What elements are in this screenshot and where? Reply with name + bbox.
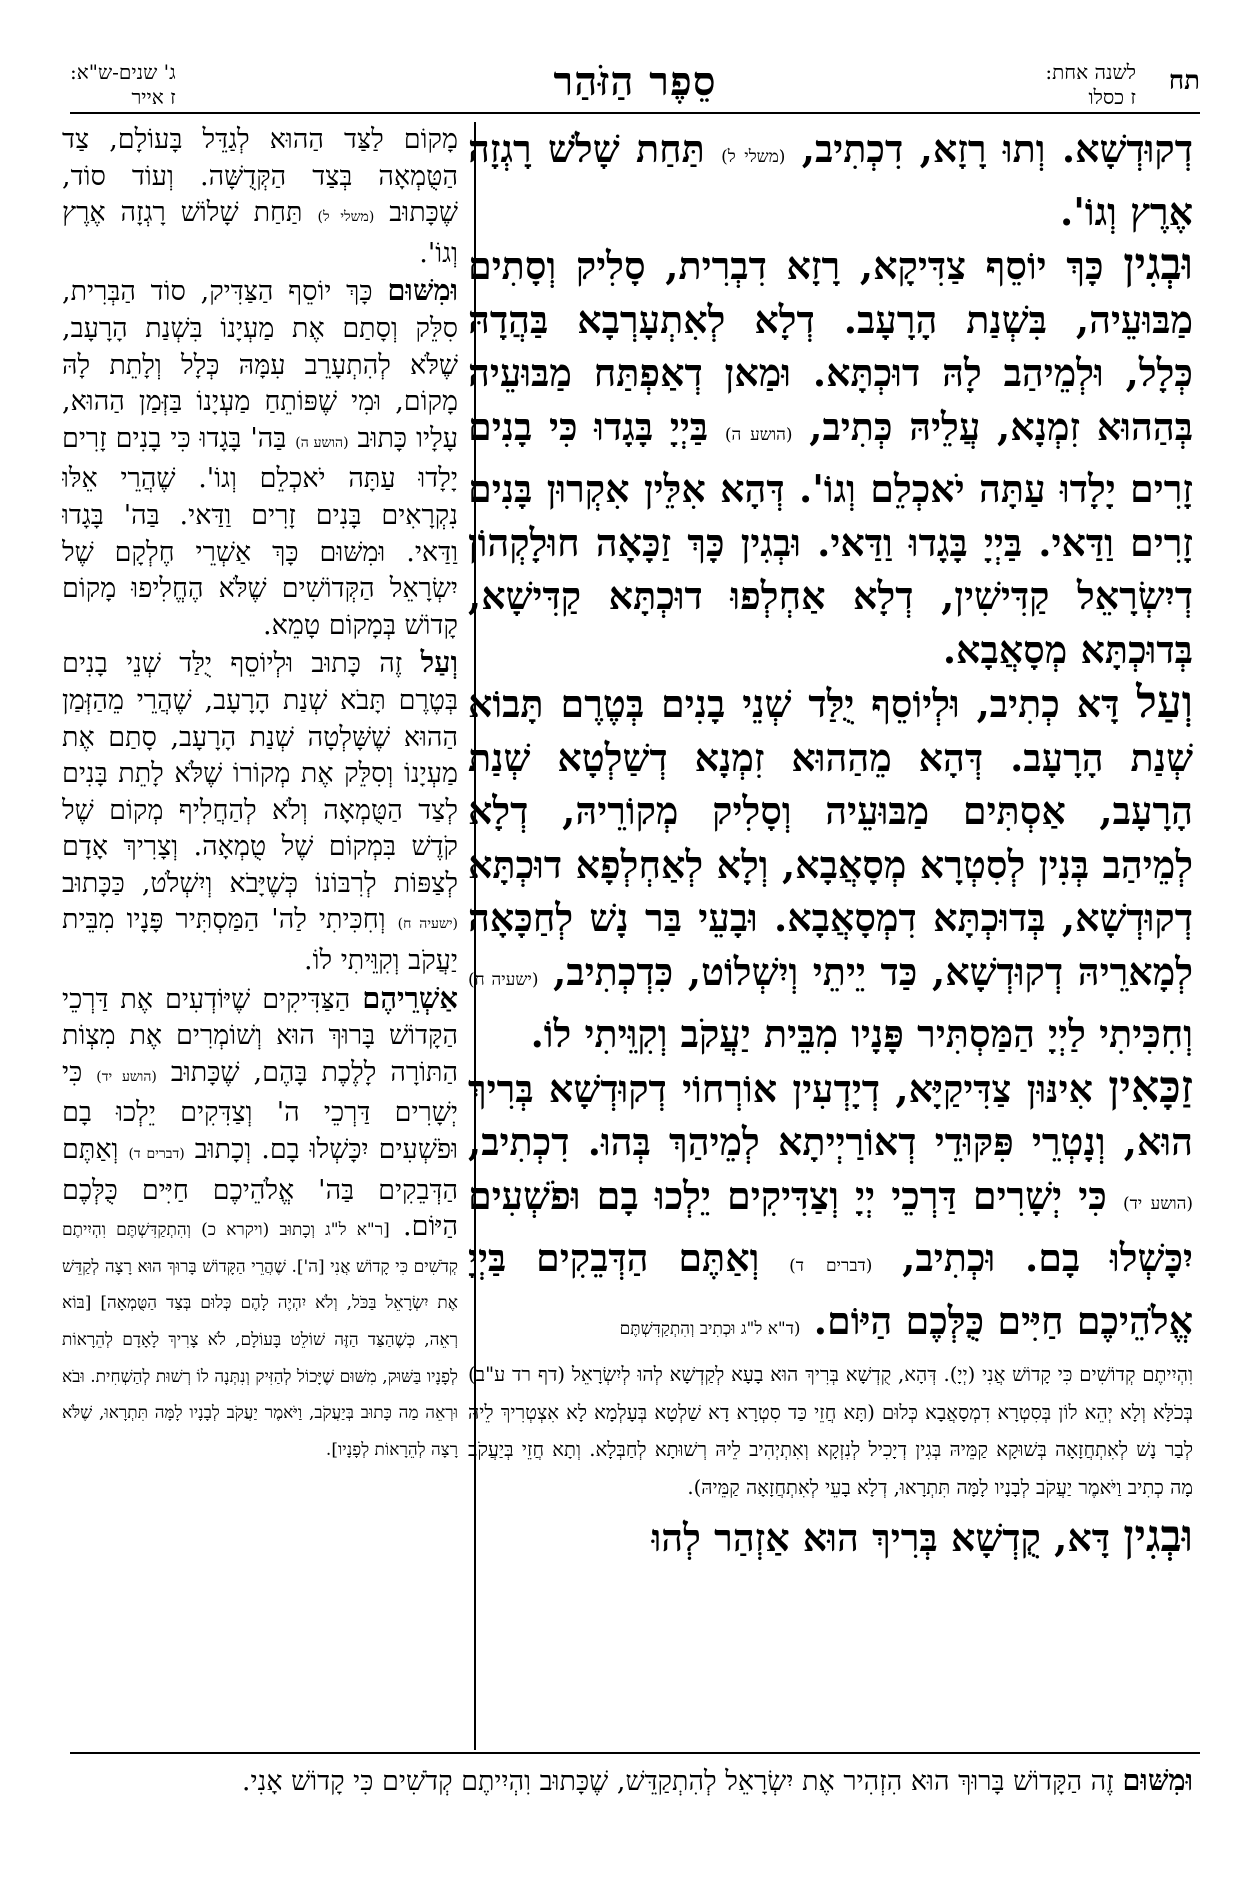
main-paragraph-text: תַּחַת שָׁלֹשׁ רָגְזָה אֶרֶץ וְגוֹ'. [468, 126, 1193, 234]
paragraph-lead-word: וּבְגִין [1123, 239, 1193, 290]
main-paragraph-text: דְקוּדְשָׁא. וְתוּ רָזָא, דִכְתִיב, [785, 126, 1193, 171]
verse-citation: (הושע יד) [96, 1068, 157, 1085]
paragraph-lead-word: וְעַל [1136, 677, 1193, 728]
footer-rule [70, 1752, 1200, 1754]
header-rule [70, 112, 1200, 114]
book-title: סֵפֶר הַזֹּהַר [553, 58, 717, 105]
main-paragraph [468, 238, 1193, 676]
translation-column [62, 122, 458, 1752]
main-paragraph [468, 676, 1193, 1061]
footer-line [53, 1760, 1193, 1802]
schedule-one-year-label: לשנה אחת: [1045, 60, 1136, 84]
translation-paragraph [62, 644, 458, 979]
verse-citation: (ישעיה ח) [397, 916, 458, 933]
main-text-column [468, 122, 1193, 1742]
footer-text: זֶה הַקָּדוֹשׁ בָּרוּךְ הוּא הִזְהִיר אֶת יִשְׂרָאֵל לְהִתְקַדֵּשׁ, שֶׁכָּתוּב וִהְיִיתֶם קְדֹשִׁים כִּי קָדוֹשׁ אָנִי. [241, 1766, 1123, 1797]
page-number: תח [1168, 66, 1200, 96]
column-divider [474, 122, 476, 1750]
verse-citation: (דברים ד) [789, 1256, 873, 1276]
verse-citation: (הושע ה) [295, 434, 349, 451]
verse-citation: (משלי ל) [721, 147, 786, 167]
paragraph-lead-word: אַשְׁרֵיהֶם [362, 980, 458, 1015]
translation-text: בַּה' בָּגָדוּ כִּי בָנִים זָרִים יָלָדוּ עַתָּה יֹאכְלֵם וְגוֹ'. שֶׁהֲרֵי אֵלּוּ נִקְרָאִים בָּנִים זָרִים וַדַּאי. בַּה' בָּגָדוּ וַדַּאי. וּמִשּׁוּם כָּךְ אַשְׁרֵי חֶלְקָם שֶׁל יִשְׂרָאֵל הַקְּדוֹשִׁים שֶׁלֹּא הֶחֱלִיפוּ מָקוֹם קָדוֹשׁ בְּמָקוֹם טָמֵא. [62, 422, 458, 641]
variant-note: וִהְיִיתֶם קְדוֹשִׁים כִּי קָדוֹשׁ אֲנִי (יְיָ). דְּהָא, קֻדְשָׁא בְּרִיךְ הוּא בָעָא לְקַדְשָׁא לְהוּ לְיִשְׂרָאֵל (דף רד ע"ב) בְּכֹלָּא וְלָא יְהֵא לוֹן בְּסִטְרָא דִמְסָאֲבָא כְּלוּם (תָּא חֲזֵי כַּד סִטְרָא דָא שַׁלְטָא בְּעָלְמָא לָא אִצְטְרִיךְ לֵיהּ לְבַר נָשׁ לְאִתְחֲזָאָה בְּשׁוּקָא קַמֵּיהּ בְּגִין דְיָכִיל לְנִזְקָא וְאִתְיְהִיב לֵיהּ רְשׁוּתָא לְחַבְּלָא. וְתָא חֲזֵי בְּיַעֲקֹב מָה כְתִיב וַיֹּאמֶר יַעֲקֹב לְבָנָיו לָמָּה תִּתְרָאוּ, דְלָא בָעֵי לְאִתְחֲזָאָה קַמֵּיהּ). [468, 1363, 1193, 1499]
translation-text: וְאַתֶּם הַדְּבֵקִים בַּה' אֱלֹהֵיכֶם חַיִּים כֻּלְּכֶם הַיּוֹם. [62, 1134, 458, 1243]
verse-citation: (הושע ה) [724, 424, 793, 445]
translation-text: הַצַּדִּיקִים שֶׁיּוֹדְעִים אֶת דַּרְכֵי הַקָּדוֹשׁ בָּרוּךְ הוּא וְשׁוֹמְרִים אֶת מִצְוֹת הַתּוֹרָה לָלֶכֶת בָּהֶם, שֶׁכָּתוּב [62, 983, 458, 1088]
main-paragraph [468, 122, 1193, 238]
schedule-three-years-date: ז אייר [131, 85, 176, 109]
main-paragraph-text: וְחִכִּיתִי לַיְיָ הַמַּסְתִּיר פָּנָיו מִבֵּית יַעֲקֹב וְקִוֵּיתִי לוֹ. [530, 1011, 1193, 1056]
translation-paragraph [62, 122, 458, 272]
translation-text: מָקוֹם לַצַּד הַהוּא לְגַדֵּל בָּעוֹלָם, צַד הַטֻּמְאָה בְּצַד הַקְּדֻשָּׁה. וְעוֹד סוֹד, שֶׁכָּתוּב [62, 124, 458, 229]
translation-paragraph [62, 272, 458, 644]
main-paragraph-text: כִּי יְשָׁרִים דַּרְכֵי יְיָ וְצַדִּיקִים יֵלְכוּ בָם וּפֹשְׁעִים יִכָּשְׁלוּ בָם. וּכְתִיב, [468, 1172, 1193, 1280]
main-paragraph [468, 1061, 1193, 1357]
schedule-one-year-date: ז כסלו [1088, 85, 1136, 109]
main-paragraph-text: דָּא, קֻדְשָׁא בְּרִיךְ הוּא אַזְהַר לְהוּ [651, 1515, 1124, 1560]
paragraph-lead-word: וּמִשּׁוּם [387, 273, 458, 308]
main-paragraph-text: כָּךְ יוֹסֵף צַדִּיקָא, רָזָא דִבְרִית, סָלִיק וְסָתִים מַבּוּעֵיה, בִּשְׁנַת הָרָעָב. דְלָא לְאִתְעָרְבָא בַּהֲדָהּ כְּלָל, וּלְמֵיהַב לָהּ דוּכְתָּא. וּמַאן דְאַפְתַּח מַבּוּעֵיה בְּהַהוּא זִמְנָא, עֲלֵיהּ כְּתִיב, [468, 243, 1193, 449]
translation-text: וְחִכִּיתִי לַה' הַמַּסְתִּיר פָּנָיו מִבֵּית יַעֲקֹב וְקִוֵּיתִי לוֹ. [62, 904, 458, 977]
main-paragraph-text: אִינּוּן צַדִּיקַיָּא, דְיָדְעִין אוֹרְחוֹי דְקוּדְשָׁא בְּרִיךְ הוּא, וְנָטְרֵי פִּקּוּדֵי דְאוֹרַיְיתָא לְמֵיהַךְ בְּהוּ. דִכְתִיב, [468, 1065, 1193, 1164]
main-paragraph-text: דָּא כְתִיב, וּלְיוֹסֵף יֻלַּד שְׁנֵי בָנִים בְּטֶרֶם תָּבוֹא שְׁנַת הָרָעָב. דְּהָא מֵהַהוּא זִמְנָא דְשַׁלְטָא שְׁנַת הָרָעָב, אַסְתִּים מַבּוּעֵיה וְסָלִיק מְקוֹרֵיהּ, דְלָא לְמֵיהַב בְּנִין לְסִטְרָא מְסָאֲבָא, וְלָא לְאַחְלְפָא דוּכְתָּא דְקוּדְשָׁא, בְּדוּכְתָּא דִמְסָאֲבָא. וּבָעֵי בַּר נָשׁ לְחַכָּאָה לְמָארֵיהּ דְקוּדְשָׁא, כַּד יֵיתֵי וְיִשְׁלוֹט, כִּדְכְתִיב, [468, 681, 1193, 994]
schedule-three-years-label: ג' שנים-ש"א: [70, 60, 176, 84]
variant-note: [ר"א ל"ג וְכָתוּב (ויקרא כ) וְהִתְקַדִּשְׁתֶּם וִהְיִיתֶם קְדֹשִׁים כִּי קָדוֹשׁ אֲנִי [ה']. שֶׁהֲרֵי הַקָּדוֹשׁ בָּרוּךְ הוּא רָצָה לְקַדֵּשׁ אֶת יִשְׂרָאֵל בַּכֹּל, וְלֹא יִהְיֶה לָהֶם כְּלוּם בְּצַד הַטֻּמְאָה] [בּוֹא רְאֵה, כְּשֶׁהַצַּד הַזֶּה שׁוֹלֵט בָּעוֹלָם, לֹא צָרִיךְ לָאָדָם לְהֵרָאוֹת לְפָנָיו בַּשּׁוּק, מִשּׁוּם שֶׁיָּכוֹל לְהַזִּיק וְנִתְּנָה לוֹ רְשׁוּת לְהַשְׁחִית. וּבֹא וּרְאֵה מַה כָּתוּב בְּיַעֲקֹב, וַיֹּאמֶר יַעֲקֹב לְבָנָיו לָמָּה תִּתְרָאוּ, שֶׁלֹּא רָצָה לְהֵרָאוֹת לְפָנָיו]. [62, 1220, 458, 1460]
verse-citation: (משלי ל) [317, 209, 375, 226]
paragraph-lead-word: וְעַל [420, 645, 458, 680]
page-header [70, 58, 1200, 110]
translation-paragraph [62, 980, 458, 1466]
translation-text: תַּחַת שָׁלוֹשׁ רָגְזָה אֶרֶץ וְגוֹ'. [62, 197, 458, 269]
schedule-three-years [70, 60, 176, 110]
verse-citation: (ישעיה ח) [468, 969, 539, 990]
translation-text: זֶה כָּתוּב וּלְיוֹסֵף יֻלַּד שְׁנֵי בָנִים בְּטֶרֶם תָּבֹא שְׁנַת הָרָעָב, שֶׁהֲרֵי מֵהַזְּמַן הַהוּא שֶׁשָּׁלְטָה שְׁנַת הָרָעָב, סָתַם אֶת מַעְיָנוֹ וְסִלֵּק אֶת מְקוֹרוֹ שֶׁלֹּא לָתֵת בָּנִים לְצַד הַטֻּמְאָה וְלֹא לְהַחֲלִיף מְקוֹם שֶׁל קֹדֶשׁ בִּמְקוֹם שֶׁל טֻמְאָה. וְצָרִיךְ אָדָם לְצַפּוֹת לְרִבּוֹנוֹ כְּשֶׁיָּבֹא וְיִשְׁלֹט, כַּכָּתוּב [62, 648, 458, 899]
main-paragraph-text: בַּיְיָ בָּגָדוּ כִּי בָנִים זָרִים יָלָדוּ עַתָּה יֹאכְלֵם וְגוֹ'. דְּהָא אִלֵּין אִקְרוּן בָּנִים זָרִים וַדַּאי. בַּיְיָ בָּגָדוּ וַדַּאי. וּבְגִין כָּךְ זַכָּאָה חוּלָקְהוֹן דְיִשְׂרָאֵל קַדִּישִׁין, דְלָא אַחְלְפוּ דוּכְתָּא קַדִּישָׁא, בְּדוּכְתָּא מְסָאֲבָא. [468, 403, 1193, 672]
main-paragraph [468, 1510, 1193, 1565]
translation-text: כָּךְ יוֹסֵף הַצַּדִּיק, סוֹד הַבְּרִית, סִלֵּק וְסָתַם אֶת מַעְיָנוֹ בִּשְׁנַת הָרָעָב, שֶׁלֹּא לְהִתְעָרֵב עִמָּהּ כְּלָל וְלָתֵת לָהּ מָקוֹם, וּמִי שֶׁפּוֹתֵחַ מַעְיָנוֹ בַּזְּמַן הַהוּא, עָלָיו כָּתוּב [62, 276, 458, 454]
main-paragraph-text: וְאַתֶּם הַדְּבֵקִים בַּיְיָ אֱלֹהֵיכֶם חַיִּים כֻּלְּכֶם הַיּוֹם. [468, 1235, 1193, 1343]
paragraph-lead-word: וּמִשּׁוּם [1122, 1763, 1193, 1797]
paragraph-lead-word: וּבְגִין [1123, 1511, 1193, 1562]
verse-citation: (דברים ד) [128, 1146, 185, 1163]
translation-text: כִּי יְשָׁרִים דַּרְכֵי ה' וְצַדִּקִים יֵלְכוּ בָם וּפֹשְׁעִים יִכָּשְׁלוּ בָם. וְכָתוּב [62, 1056, 458, 1166]
paragraph-lead-word: זַכָּאִין [1108, 1061, 1193, 1113]
variant-note-start: (ד"א ל"ג וּכְתִיב וְהִתְקַדִּשְׁתֶּם [619, 1318, 801, 1339]
verse-citation: (הושע יד) [1122, 1193, 1193, 1214]
